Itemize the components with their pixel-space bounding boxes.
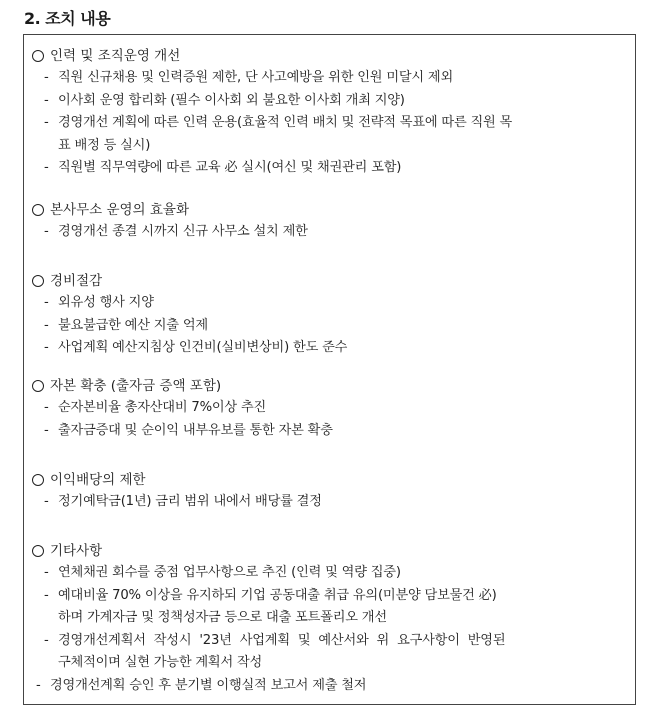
circle-bullet-icon (32, 380, 44, 392)
item-text: 출자금증대 및 순이익 내부유보를 통한 자본 확충 (58, 422, 333, 438)
item-text: 불요불급한 예산 지출 억제 (58, 317, 208, 333)
list-item-continuation: 하며 가계자금 및 정책성자금 등으로 대출 포트폴리오 개선 (58, 610, 387, 625)
page-title: 2. 조치 내용 (24, 9, 111, 28)
section-heading (32, 45, 625, 67)
list-item-continuation: 표 배정 등 실시) (58, 137, 151, 153)
item-text: 연체채권 회수를 중점 업무사항으로 추진 (인력 및 역량 집중) (58, 565, 401, 580)
dash-bullet: - (44, 632, 49, 648)
list-item-continuation: 구체적이며 실현 가능한 계획서 작성 (58, 655, 263, 670)
list-item (32, 337, 625, 360)
circle-bullet-icon (32, 204, 44, 216)
dash-bullet: - (44, 422, 49, 438)
item-text: 정기예탁금(1년) 금리 범위 내에서 배당률 결정 (58, 494, 322, 509)
heading-text: 인력 및 조직운영 개선 (50, 48, 181, 64)
section-heading (32, 469, 625, 491)
item-text: 직원별 직무역량에 따른 교육 必 실시(여신 및 채권관리 포함) (58, 160, 402, 175)
heading-text: 경비절감 (50, 273, 103, 289)
circle-bullet-icon (32, 275, 44, 287)
item-text: 직원 신규채용 및 인력증원 제한, 단 사고예방을 위한 인원 미달시 제외 (58, 70, 454, 85)
section-office-efficiency (32, 199, 625, 244)
item-text: 경영개선계획 승인 후 분기별 이행실적 보고서 제출 철저 (50, 677, 367, 693)
dash-bullet: - (44, 340, 49, 355)
section-workforce (32, 45, 625, 180)
list-item (32, 67, 625, 90)
content-box (23, 34, 636, 705)
heading-text: 본사무소 운영의 효율화 (50, 202, 189, 218)
dash-bullet: - (44, 295, 49, 310)
section-heading (32, 375, 625, 397)
list-item (32, 630, 625, 653)
list-item (32, 221, 625, 244)
dash-bullet: - (44, 160, 49, 175)
list-item (32, 397, 625, 420)
dash-bullet: - (44, 400, 49, 415)
dash-bullet: - (44, 115, 49, 130)
item-text: 예대비율 70% 이상을 유지하되 기업 공동대출 취급 유의(미분양 담보물건 必) (58, 587, 497, 603)
list-item (32, 562, 625, 585)
list-item (32, 675, 625, 698)
dash-bullet: - (44, 565, 49, 580)
list-item (32, 315, 625, 338)
item-text: 외유성 행사 지양 (58, 295, 154, 310)
dash-bullet: - (44, 224, 49, 239)
circle-bullet-icon (32, 545, 44, 557)
item-text: 순자본비율 총자산대비 7%이상 추진 (58, 400, 267, 415)
heading-text: 자본 확충 (출자금 증액 포함) (50, 378, 222, 394)
dash-bullet: - (44, 587, 49, 603)
dash-bullet: - (44, 70, 49, 85)
item-text: 경영개선 계획에 따른 인력 운용(효율적 인력 배치 및 전략적 목표에 따른 직원 목 (58, 115, 513, 130)
item-text: 사업계획 예산지침상 인건비(실비변상비) 한도 준수 (58, 340, 348, 355)
circle-bullet-icon (32, 50, 44, 62)
section-dividend-limit (32, 469, 625, 514)
item-text: 경영개선 종결 시까지 신규 사무소 설치 제한 (58, 224, 308, 239)
section-other-matters (32, 540, 625, 697)
circle-bullet-icon (32, 474, 44, 486)
item-text: 경영개선계획서 작성시 '23년 사업계획 및 예산서와 위 요구사항이 반영된 (58, 632, 506, 648)
list-item (32, 491, 625, 514)
dash-bullet: - (44, 92, 49, 108)
list-item (32, 112, 625, 135)
item-text: 이사회 운영 합리화 (필수 이사회 외 불요한 이사회 개최 지양) (58, 92, 405, 108)
list-item (32, 157, 625, 180)
list-item (32, 585, 625, 608)
dash-bullet: - (44, 317, 49, 333)
section-heading (32, 540, 625, 562)
heading-text: 기타사항 (50, 543, 103, 559)
section-heading (32, 199, 625, 221)
section-heading (32, 270, 625, 292)
dash-bullet: - (36, 677, 41, 693)
dash-bullet: - (44, 494, 49, 509)
heading-text: 이익배당의 제한 (50, 472, 146, 488)
list-item (32, 90, 625, 113)
list-item (32, 292, 625, 315)
section-cost-reduction (32, 270, 625, 360)
list-item (32, 420, 625, 443)
section-capital-expansion (32, 375, 625, 442)
